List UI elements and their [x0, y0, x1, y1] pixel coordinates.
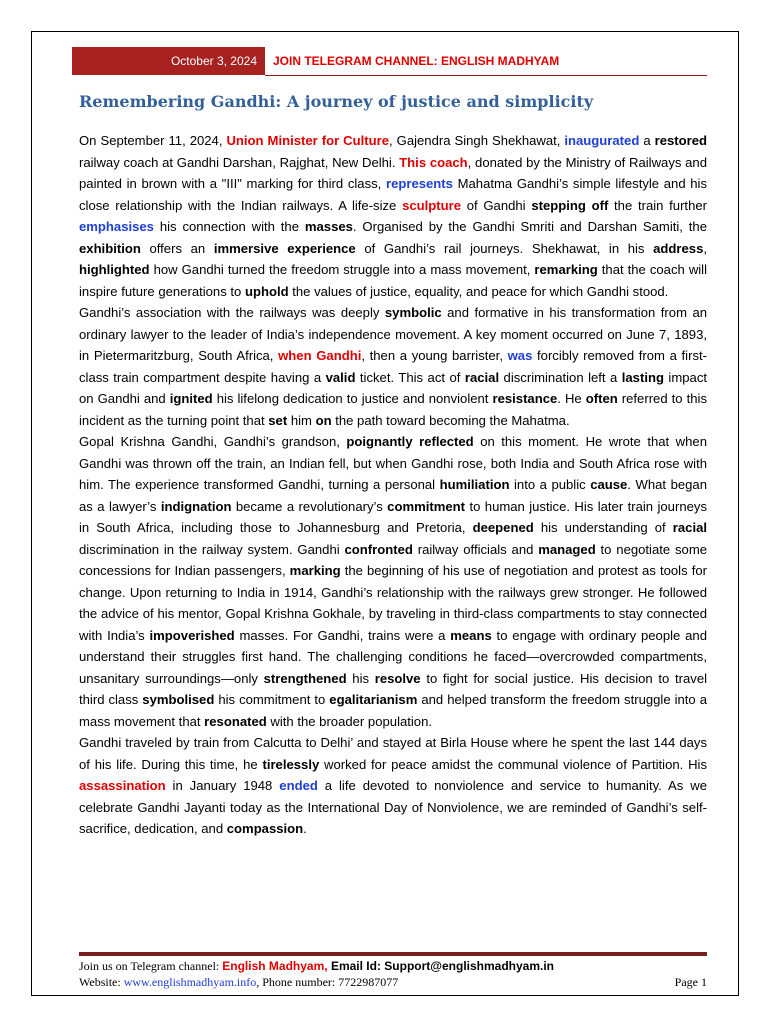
text-run: the train further — [608, 197, 707, 213]
text-run: with the broader population. — [266, 713, 433, 729]
text-run: into a public — [509, 477, 591, 492]
text-run: how Gandhi turned the freedom struggle into a mass movement, — [149, 262, 535, 277]
text-run: to human justice. His later train journeys in South Africa, including those to Johannesburg and Pretoria, — [79, 498, 707, 535]
text-run: . What began as a lawyer’s — [79, 477, 707, 514]
footer-join-text: Join us on Telegram channel: — [79, 959, 223, 973]
text-run: Gopal Krishna Gandhi, Gandhi’s grandson, — [79, 434, 347, 449]
highlight-blue: ended — [279, 778, 318, 793]
text-run: Gandhi traveled by train from Calcutta to Delhi’ and stayed at Birla House where he spent the last 144 days of his life. During this time, he — [79, 735, 707, 772]
text-run: Gandhi’s association with the railways was deeply — [79, 305, 385, 320]
highlight-red: when Gandhi — [278, 348, 362, 363]
text-run: railway coach at Gandhi Darshan, Rajghat, New Delhi. — [79, 154, 400, 170]
text-run: , Gajendra Singh Shekhawat, — [389, 133, 565, 148]
bold-term: symbolic — [384, 305, 442, 320]
bold-term: resolve — [374, 670, 421, 686]
bold-term: set — [268, 412, 288, 428]
text-run: masses. For Gandhi, trains were a — [234, 627, 451, 643]
text-run: and formative in his transformation from an ordinary lawyer to the leader of India’s independence movement. A key moment occurred on June 7, 1893, in Pietermaritzburg, South Africa, — [79, 305, 708, 363]
text-run: him — [287, 412, 316, 428]
bold-term: symbolised — [142, 692, 215, 707]
text-run: to engage with ordinary people and understand their struggles first hand. The challenging conditions he faced—overcrowded compartments, unsanitary surroundings—only — [79, 627, 707, 686]
text-run: , — [703, 240, 707, 256]
footer — [79, 958, 707, 990]
bold-term: highlighted — [79, 262, 150, 277]
bold-term: confronted — [344, 541, 413, 557]
bold-term: racial — [672, 520, 708, 535]
text-run: to negotiate some concessions for Indian passengers, — [79, 541, 708, 578]
highlight-red: This coach — [399, 154, 468, 170]
text-run: ticket. This act of — [355, 369, 465, 385]
text-run: a — [639, 133, 655, 148]
text-run: , donated by the Ministry of Railways and painted in brown with a "III" marking for third class, — [79, 154, 707, 191]
bold-term: stepping off — [531, 197, 609, 213]
highlight-blue: emphasises — [79, 219, 154, 234]
text-run: of Gandhi’s rail journeys. Shekhawat, in his — [355, 240, 654, 256]
paragraph — [79, 431, 707, 732]
text-run: and helped transform the freedom struggle into a mass movement that — [79, 692, 707, 729]
telegram-banner: JOIN TELEGRAM CHANNEL: ENGLISH MADHYAM — [273, 54, 560, 68]
text-run: that the coach will inspire future generations to — [79, 262, 707, 299]
text-run: became a revolutionary’s — [231, 498, 388, 514]
paragraph — [79, 302, 707, 431]
text-run: . He — [557, 391, 586, 406]
bold-term: resistance — [492, 391, 558, 406]
text-run: his — [346, 670, 375, 686]
text-run: on this moment. He wrote that when Gandhi was thrown off the train, an Indian fell, but when Gandhi rose, both India and South Africa rose with him. The experience transformed Gandhi, turning a personal — [79, 434, 707, 492]
bold-term: managed — [538, 541, 596, 557]
highlight-red: Union Minister for Culture — [226, 133, 390, 148]
bold-term: masses — [304, 219, 353, 234]
bold-term: uphold — [244, 283, 289, 299]
footer-website-link[interactable]: www.englishmadhyam.info — [123, 975, 257, 989]
bold-term: often — [585, 391, 618, 406]
text-run: offers an — [140, 240, 214, 256]
bold-term: cause — [590, 477, 628, 492]
bold-term: resonated — [204, 713, 267, 729]
bold-term: on — [315, 412, 332, 428]
text-run: worked for peace amidst the communal violence of Partition. His — [319, 756, 707, 772]
text-run: his connection with the — [153, 219, 305, 234]
bold-term: remarking — [534, 262, 598, 277]
bold-term: marking — [289, 563, 341, 578]
article-body — [79, 130, 707, 840]
footer-channel-link[interactable]: English Madhyam, — [222, 959, 328, 973]
footer-email[interactable]: Email Id: Support@englishmadhyam.in — [327, 959, 555, 973]
footer-contact-row — [79, 958, 707, 974]
header-bar — [72, 47, 707, 75]
paragraph — [79, 130, 707, 302]
bold-term: ignited — [169, 391, 213, 406]
text-run: railway officials and — [412, 541, 539, 557]
text-run: his commitment to — [214, 692, 330, 707]
footer-divider — [79, 952, 707, 956]
bold-term: humiliation — [439, 477, 510, 492]
bold-term: restored — [654, 133, 707, 148]
header-right — [265, 47, 707, 76]
bold-term: means — [450, 627, 492, 643]
bold-term: egalitarianism — [329, 692, 418, 707]
highlight-red: sculpture — [402, 197, 461, 213]
highlight-red: assassination — [79, 778, 166, 793]
footer-phone: , Phone number: 7722987077 — [256, 975, 399, 989]
text-run: his lifelong dedication to justice and nonviolent — [212, 391, 493, 406]
text-run: the beginning of his use of negotiation and protest as tools for change. Upon returning to India in 1914, Gandhi’s relationship with the railways grew stronger. He followed the advice of his mentor, Gopal Krishna Gokhale, by traveling in third-class compartments to stay connected with India’s — [79, 563, 707, 643]
bold-term: strengthened — [263, 670, 347, 686]
footer-website-label: Website: — [79, 975, 124, 989]
text-run: On September 11, 2024, — [79, 133, 227, 148]
bold-term: commitment — [387, 498, 466, 514]
text-run: discrimination left a — [499, 369, 622, 385]
bold-term: lasting — [621, 369, 664, 385]
bold-term: racial — [464, 369, 500, 385]
bold-term: impoverished — [149, 627, 235, 643]
text-run: the values of justice, equality, and peace for which Gandhi stood. — [288, 283, 669, 299]
text-run: the path toward becoming the Mahatma. — [331, 412, 570, 428]
bold-term: compassion — [226, 821, 304, 836]
text-run: a life devoted to nonviolence and service to humanity. As we celebrate Gandhi Jayanti today as the International Day of Nonviolence, we are reminded of Gandhi’s self-sacrifice, dedication, and — [79, 778, 707, 836]
text-run: . — [303, 821, 307, 836]
text-run: discrimination in the railway system. Gandhi — [79, 541, 345, 557]
bold-term: deepened — [472, 520, 534, 535]
bold-term: immersive experience — [213, 240, 356, 256]
header-date: October 3, 2024 — [72, 47, 265, 75]
article-title: Remembering Gandhi: A journey of justice and simplicity — [79, 92, 594, 111]
text-run: to fight for social justice. His decision to travel third class — [79, 670, 708, 707]
bold-term: address — [653, 240, 704, 256]
text-run: forcibly removed from a first-class train compartment despite having a — [79, 348, 707, 385]
highlight-blue: inaugurated — [564, 133, 640, 148]
text-run: , then a young barrister, — [361, 348, 508, 363]
text-run: impact on Gandhi and — [79, 369, 707, 406]
paragraph — [79, 732, 707, 840]
highlight-blue: was — [507, 348, 533, 363]
text-run: . Organised by the Gandhi Smriti and Darshan Samiti, the — [352, 219, 707, 234]
bold-term: tirelessly — [262, 756, 320, 772]
page-number: Page 1 — [674, 975, 707, 989]
text-run: in January 1948 — [165, 778, 280, 793]
bold-term: indignation — [160, 498, 232, 514]
text-run: referred to this incident as the turning point that — [79, 391, 707, 428]
text-run: of Gandhi — [461, 197, 532, 213]
bold-term: exhibition — [79, 240, 141, 256]
footer-website-row — [79, 974, 707, 990]
text-run: his understanding of — [533, 520, 673, 535]
bold-term: valid — [325, 369, 356, 385]
highlight-blue: represents — [385, 176, 453, 191]
text-run: Mahatma Gandhi’s simple lifestyle and his close relationship with the Indian railways. A life-size — [79, 176, 707, 213]
bold-term: poignantly reflected — [346, 434, 474, 449]
